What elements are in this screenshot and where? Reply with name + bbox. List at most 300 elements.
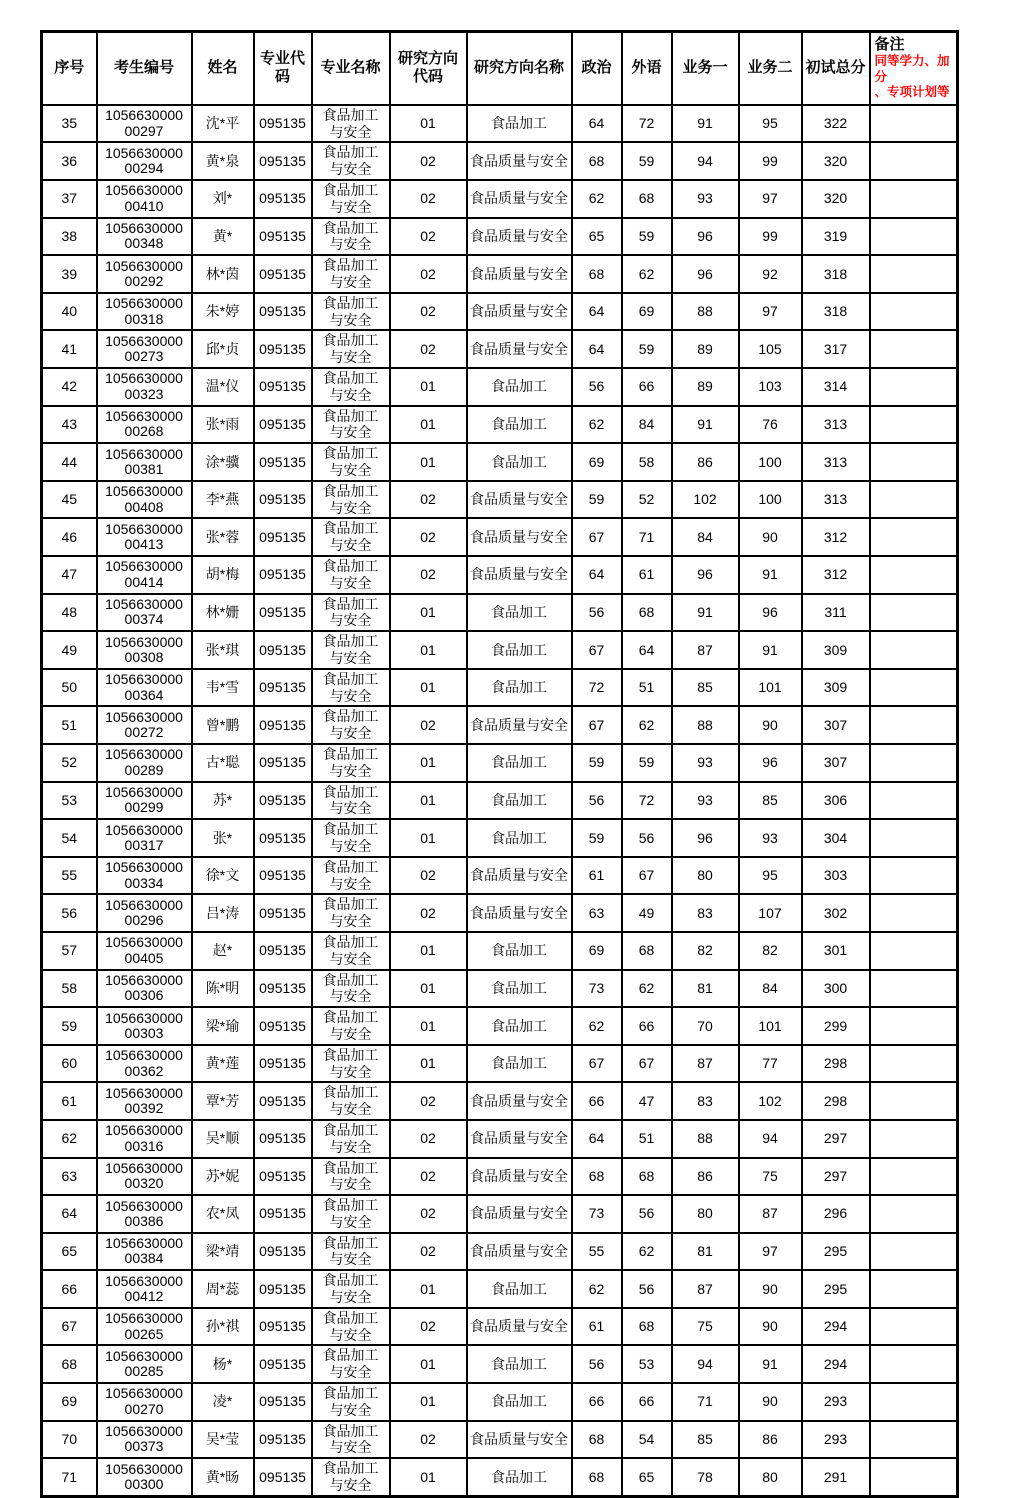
cell-name: 苏*妮 [192,1158,254,1196]
cell-major-name: 食品加工与安全 [312,1421,390,1459]
cell-business1-score: 89 [672,330,739,368]
candidate-id-line2: 00316 [124,1137,164,1154]
cell-remark [870,1007,958,1045]
candidate-id-line2: 00306 [124,987,164,1004]
cell-name: 赵* [192,932,254,970]
cell-remark [870,1045,958,1083]
cell-total-score: 309 [802,669,870,707]
cell-business1-score: 88 [672,706,739,744]
cell-business2-score: 90 [739,1270,802,1308]
cell-major-name: 食品加工与安全 [312,368,390,406]
cell-business1-score: 83 [672,894,739,932]
cell-politics-score: 68 [572,1458,622,1496]
col-header-major-code: 专业代码 [254,32,312,105]
candidate-id-line1: 1056630000 [105,107,183,124]
cell-seq: 35 [42,105,97,143]
table-row [42,443,958,481]
cell-business2-score: 82 [739,932,802,970]
cell-seq: 63 [42,1158,97,1196]
cell-seq: 66 [42,1270,97,1308]
remark-note-line1: 同等学力、加分 [874,54,950,84]
cell-candidate-id [97,1308,192,1346]
candidate-id-line2: 00317 [124,836,164,853]
table-row [42,1383,958,1421]
cell-foreign-score: 68 [622,1308,672,1346]
candidate-id-line1: 1056630000 [105,821,183,838]
cell-seq: 62 [42,1120,97,1158]
cell-business1-score: 86 [672,1158,739,1196]
table-row [42,142,958,180]
cell-business1-score: 94 [672,142,739,180]
cell-candidate-id [97,1270,192,1308]
cell-seq: 45 [42,481,97,519]
cell-name: 杨* [192,1345,254,1383]
candidate-id-line2: 00308 [124,648,164,665]
cell-foreign-score: 56 [622,819,672,857]
cell-name: 韦*雪 [192,669,254,707]
candidate-id-line1: 1056630000 [105,1197,183,1214]
table-row [42,1045,958,1083]
cell-total-score: 318 [802,293,870,331]
cell-major-name: 食品加工与安全 [312,142,390,180]
cell-remark [870,1421,958,1459]
cell-seq: 38 [42,218,97,256]
cell-direction-name: 食品加工 [467,105,572,143]
cell-politics-score: 66 [572,1082,622,1120]
cell-direction-code: 01 [390,669,467,707]
cell-business1-score: 89 [672,368,739,406]
cell-major-name: 食品加工与安全 [312,1308,390,1346]
cell-major-code: 095135 [254,744,312,782]
cell-business1-score: 80 [672,1195,739,1233]
cell-seq: 54 [42,819,97,857]
cell-candidate-id [97,1045,192,1083]
cell-direction-name: 食品质量与安全 [467,218,572,256]
cell-direction-code: 02 [390,706,467,744]
cell-major-name: 食品加工与安全 [312,481,390,519]
cell-foreign-score: 61 [622,556,672,594]
cell-business1-score: 83 [672,1082,739,1120]
cell-politics-score: 73 [572,1195,622,1233]
cell-seq: 53 [42,782,97,820]
cell-politics-score: 68 [572,1158,622,1196]
cell-direction-name: 食品质量与安全 [467,894,572,932]
cell-politics-score: 64 [572,293,622,331]
candidate-id-line1: 1056630000 [105,783,183,800]
cell-business2-score: 76 [739,406,802,444]
cell-candidate-id [97,105,192,143]
candidate-id-line2: 00265 [124,1325,164,1342]
cell-direction-code: 02 [390,1195,467,1233]
cell-direction-code: 01 [390,1007,467,1045]
cell-name: 农*凤 [192,1195,254,1233]
cell-major-name: 食品加工与安全 [312,518,390,556]
candidate-id-line1: 1056630000 [105,520,183,537]
cell-remark [870,1195,958,1233]
candidate-id-line2: 00320 [124,1175,164,1192]
cell-candidate-id [97,1082,192,1120]
candidate-id-line1: 1056630000 [105,746,183,763]
cell-major-code: 095135 [254,857,312,895]
cell-direction-name: 食品加工 [467,1045,572,1083]
candidate-id-line1: 1056630000 [105,1423,183,1440]
cell-direction-code: 02 [390,180,467,218]
cell-seq: 61 [42,1082,97,1120]
cell-foreign-score: 49 [622,894,672,932]
cell-major-code: 095135 [254,1233,312,1271]
cell-politics-score: 64 [572,330,622,368]
cell-major-code: 095135 [254,1458,312,1496]
candidate-id-line2: 00392 [124,1100,164,1117]
cell-total-score: 306 [802,782,870,820]
cell-major-code: 095135 [254,631,312,669]
cell-remark [870,330,958,368]
cell-seq: 49 [42,631,97,669]
cell-seq: 37 [42,180,97,218]
cell-business2-score: 91 [739,556,802,594]
cell-direction-code: 02 [390,142,467,180]
cell-remark [870,970,958,1008]
cell-direction-name: 食品加工 [467,819,572,857]
col-header-politics: 政治 [572,32,622,105]
cell-remark [870,368,958,406]
cell-name: 陈*明 [192,970,254,1008]
candidate-id-line2: 00348 [124,235,164,252]
cell-business2-score: 101 [739,1007,802,1045]
cell-major-code: 095135 [254,330,312,368]
table-row [42,1345,958,1383]
cell-direction-code: 01 [390,1458,467,1496]
cell-politics-score: 63 [572,894,622,932]
cell-name: 覃*芳 [192,1082,254,1120]
cell-total-score: 298 [802,1045,870,1083]
cell-major-code: 095135 [254,1383,312,1421]
cell-direction-name: 食品加工 [467,1007,572,1045]
cell-business2-score: 103 [739,368,802,406]
cell-name: 曾*鹏 [192,706,254,744]
candidate-id-line2: 00413 [124,536,164,553]
cell-name: 张*琪 [192,631,254,669]
cell-politics-score: 59 [572,819,622,857]
cell-major-name: 食品加工与安全 [312,443,390,481]
cell-foreign-score: 68 [622,1158,672,1196]
cell-major-code: 095135 [254,932,312,970]
cell-major-name: 食品加工与安全 [312,706,390,744]
cell-name: 刘* [192,180,254,218]
cell-major-code: 095135 [254,669,312,707]
cell-foreign-score: 66 [622,1007,672,1045]
cell-direction-name: 食品加工 [467,932,572,970]
cell-business2-score: 97 [739,180,802,218]
cell-candidate-id [97,330,192,368]
cell-politics-score: 59 [572,481,622,519]
cell-politics-score: 62 [572,406,622,444]
cell-major-code: 095135 [254,1345,312,1383]
cell-total-score: 291 [802,1458,870,1496]
table-row [42,894,958,932]
cell-business2-score: 100 [739,443,802,481]
cell-direction-name: 食品质量与安全 [467,142,572,180]
col-header-seq: 序号 [42,32,97,105]
cell-business2-score: 80 [739,1458,802,1496]
candidate-id-line2: 00318 [124,310,164,327]
cell-seq: 47 [42,556,97,594]
cell-seq: 50 [42,669,97,707]
cell-candidate-id [97,1195,192,1233]
cell-major-name: 食品加工与安全 [312,1383,390,1421]
cell-major-name: 食品加工与安全 [312,406,390,444]
candidate-id-line1: 1056630000 [105,1159,183,1176]
cell-candidate-id [97,1007,192,1045]
cell-total-score: 309 [802,631,870,669]
cell-seq: 59 [42,1007,97,1045]
table-row [42,406,958,444]
cell-politics-score: 64 [572,105,622,143]
table-row [42,594,958,632]
cell-business1-score: 93 [672,782,739,820]
cell-foreign-score: 59 [622,218,672,256]
cell-seq: 55 [42,857,97,895]
cell-major-name: 食品加工与安全 [312,819,390,857]
cell-name: 梁*瑜 [192,1007,254,1045]
cell-seq: 48 [42,594,97,632]
cell-remark [870,894,958,932]
cell-business1-score: 70 [672,1007,739,1045]
cell-direction-code: 01 [390,406,467,444]
cell-direction-code: 01 [390,368,467,406]
cell-seq: 43 [42,406,97,444]
cell-foreign-score: 62 [622,1233,672,1271]
cell-major-name: 食品加工与安全 [312,631,390,669]
col-header-business2: 业务二 [739,32,802,105]
cell-total-score: 319 [802,218,870,256]
cell-major-name: 食品加工与安全 [312,105,390,143]
cell-politics-score: 64 [572,556,622,594]
cell-major-name: 食品加工与安全 [312,669,390,707]
cell-direction-name: 食品加工 [467,443,572,481]
candidate-id-line1: 1056630000 [105,182,183,199]
candidate-id-line1: 1056630000 [105,220,183,237]
cell-foreign-score: 84 [622,406,672,444]
cell-direction-code: 01 [390,631,467,669]
cell-direction-name: 食品质量与安全 [467,556,572,594]
cell-foreign-score: 59 [622,330,672,368]
table-header [42,32,958,105]
cell-total-score: 307 [802,706,870,744]
candidate-id-line1: 1056630000 [105,859,183,876]
candidate-id-line1: 1056630000 [105,332,183,349]
candidate-id-line1: 1056630000 [105,708,183,725]
cell-foreign-score: 72 [622,105,672,143]
cell-name: 凌* [192,1383,254,1421]
cell-major-code: 095135 [254,1120,312,1158]
candidate-id-line1: 1056630000 [105,445,183,462]
cell-business1-score: 96 [672,218,739,256]
cell-foreign-score: 71 [622,518,672,556]
cell-politics-score: 67 [572,1045,622,1083]
cell-direction-name: 食品质量与安全 [467,481,572,519]
cell-seq: 41 [42,330,97,368]
cell-business2-score: 95 [739,105,802,143]
cell-major-code: 095135 [254,406,312,444]
cell-business1-score: 93 [672,744,739,782]
cell-business2-score: 87 [739,1195,802,1233]
cell-direction-code: 01 [390,970,467,1008]
cell-business2-score: 101 [739,669,802,707]
cell-major-code: 095135 [254,368,312,406]
candidate-id-line2: 00303 [124,1024,164,1041]
cell-business1-score: 102 [672,481,739,519]
cell-business1-score: 82 [672,932,739,970]
cell-politics-score: 65 [572,218,622,256]
candidate-id-line1: 1056630000 [105,408,183,425]
cell-candidate-id [97,932,192,970]
cell-foreign-score: 67 [622,1045,672,1083]
cell-direction-code: 02 [390,255,467,293]
cell-candidate-id [97,142,192,180]
cell-seq: 71 [42,1458,97,1496]
score-table [40,30,959,1498]
cell-direction-name: 食品质量与安全 [467,180,572,218]
header-row [42,32,958,105]
cell-business1-score: 96 [672,255,739,293]
cell-business2-score: 107 [739,894,802,932]
table-row [42,330,958,368]
cell-direction-name: 食品加工 [467,368,572,406]
cell-business2-score: 95 [739,857,802,895]
cell-candidate-id [97,518,192,556]
candidate-id-line2: 00362 [124,1062,164,1079]
cell-business1-score: 84 [672,518,739,556]
cell-total-score: 295 [802,1270,870,1308]
col-header-direction-name: 研究方向名称 [467,32,572,105]
cell-direction-name: 食品加工 [467,1383,572,1421]
cell-major-name: 食品加工与安全 [312,1007,390,1045]
cell-seq: 60 [42,1045,97,1083]
table-row [42,1233,958,1271]
cell-candidate-id [97,1458,192,1496]
cell-business1-score: 87 [672,1045,739,1083]
cell-total-score: 294 [802,1345,870,1383]
cell-business1-score: 91 [672,105,739,143]
cell-direction-name: 食品加工 [467,406,572,444]
cell-direction-code: 02 [390,556,467,594]
candidate-id-line1: 1056630000 [105,1047,183,1064]
cell-candidate-id [97,1158,192,1196]
cell-direction-name: 食品加工 [467,669,572,707]
cell-remark [870,1345,958,1383]
cell-major-name: 食品加工与安全 [312,857,390,895]
cell-foreign-score: 66 [622,368,672,406]
cell-foreign-score: 51 [622,669,672,707]
cell-major-name: 食品加工与安全 [312,180,390,218]
cell-total-score: 294 [802,1308,870,1346]
cell-politics-score: 73 [572,970,622,1008]
cell-name: 邱*贞 [192,330,254,368]
cell-business2-score: 90 [739,518,802,556]
cell-direction-name: 食品质量与安全 [467,1421,572,1459]
cell-name: 朱*婷 [192,293,254,331]
candidate-id-line1: 1056630000 [105,1385,183,1402]
candidate-id-line1: 1056630000 [105,934,183,951]
cell-direction-name: 食品加工 [467,1345,572,1383]
cell-politics-score: 66 [572,1383,622,1421]
cell-name: 吴*顺 [192,1120,254,1158]
cell-candidate-id [97,857,192,895]
cell-total-score: 296 [802,1195,870,1233]
cell-name: 苏* [192,782,254,820]
cell-business2-score: 90 [739,1383,802,1421]
cell-business2-score: 86 [739,1421,802,1459]
cell-politics-score: 68 [572,255,622,293]
cell-business2-score: 84 [739,970,802,1008]
cell-direction-code: 02 [390,857,467,895]
cell-candidate-id [97,706,192,744]
cell-remark [870,1158,958,1196]
cell-direction-code: 01 [390,105,467,143]
cell-candidate-id [97,782,192,820]
cell-total-score: 298 [802,1082,870,1120]
candidate-id-line1: 1056630000 [105,558,183,575]
cell-direction-name: 食品加工 [467,1270,572,1308]
cell-remark [870,556,958,594]
cell-direction-name: 食品质量与安全 [467,1158,572,1196]
cell-total-score: 297 [802,1158,870,1196]
cell-business2-score: 90 [739,706,802,744]
cell-major-name: 食品加工与安全 [312,970,390,1008]
cell-total-score: 293 [802,1383,870,1421]
cell-candidate-id [97,255,192,293]
candidate-id-line1: 1056630000 [105,257,183,274]
cell-seq: 56 [42,894,97,932]
cell-business2-score: 92 [739,255,802,293]
cell-direction-name: 食品质量与安全 [467,706,572,744]
cell-major-code: 095135 [254,443,312,481]
cell-major-name: 食品加工与安全 [312,594,390,632]
cell-name: 梁*靖 [192,1233,254,1271]
cell-major-name: 食品加工与安全 [312,932,390,970]
cell-business2-score: 100 [739,481,802,519]
cell-name: 古*聪 [192,744,254,782]
cell-remark [870,255,958,293]
score-sheet [40,30,959,1498]
cell-seq: 46 [42,518,97,556]
cell-direction-code: 01 [390,1383,467,1421]
cell-remark [870,518,958,556]
cell-major-code: 095135 [254,1158,312,1196]
cell-remark [870,1458,958,1496]
cell-candidate-id [97,1120,192,1158]
cell-business1-score: 81 [672,970,739,1008]
cell-foreign-score: 68 [622,180,672,218]
cell-direction-code: 01 [390,1345,467,1383]
table-row [42,669,958,707]
cell-total-score: 317 [802,330,870,368]
cell-politics-score: 61 [572,1308,622,1346]
cell-business1-score: 88 [672,1120,739,1158]
cell-name: 黄*莲 [192,1045,254,1083]
table-row [42,1195,958,1233]
table-row [42,744,958,782]
cell-business1-score: 88 [672,293,739,331]
table-row [42,932,958,970]
cell-politics-score: 67 [572,706,622,744]
cell-business1-score: 87 [672,1270,739,1308]
cell-remark [870,105,958,143]
cell-major-code: 095135 [254,970,312,1008]
cell-name: 孙*祺 [192,1308,254,1346]
cell-remark [870,406,958,444]
